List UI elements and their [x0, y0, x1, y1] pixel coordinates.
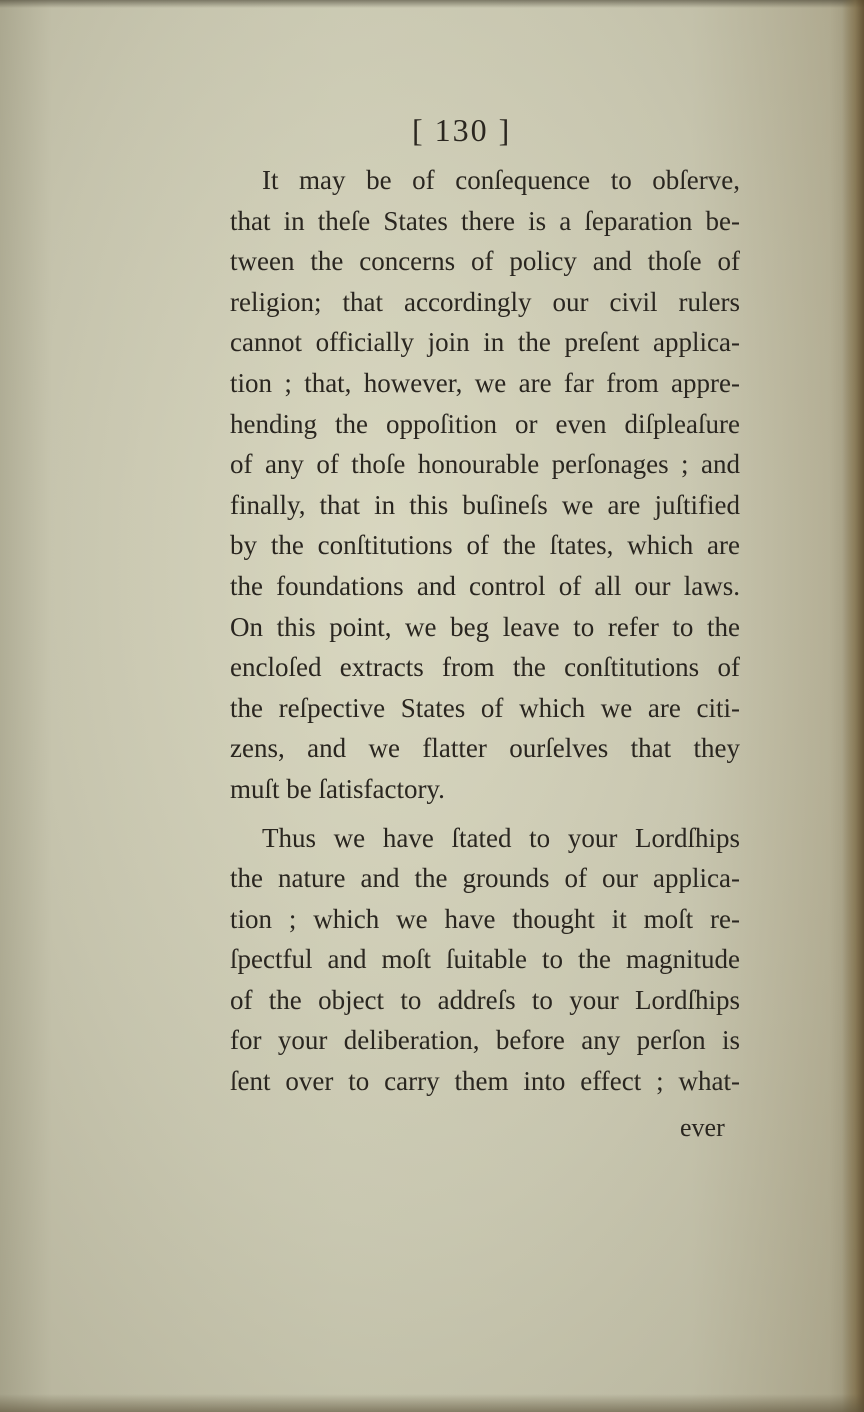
page-number: [ 130 ]	[412, 112, 512, 148]
text-line: the nature and the grounds of our applica-	[230, 863, 740, 894]
text-line: It may be of conſequence to obſerve,	[262, 165, 740, 195]
text-line: hending the oppoſition or even diſpleaſure	[230, 408, 740, 439]
paragraph-gap	[230, 810, 740, 818]
page-right-edge	[842, 0, 864, 1412]
text-line: religion; that accordingly our civil rulers	[230, 286, 740, 317]
text-line: the reſpective States of which we are citi-	[230, 692, 740, 723]
text-line: Thus we have ſtated to your Lordſhips	[262, 822, 740, 853]
catchword: ever	[680, 1113, 725, 1142]
body-text	[230, 160, 740, 1102]
text-line: zens, and we flatter ourſelves that they	[230, 733, 740, 764]
text-line: the foundations and control of all our laws.	[230, 570, 740, 601]
text-line: ſpectful and moſt ſuitable to the magnitude	[230, 944, 740, 975]
text-line: of any of thoſe honourable perſonages ; and	[230, 449, 740, 480]
page-bottom-edge	[0, 1394, 864, 1412]
text-line: by the conſtitutions of the ſtates, which are	[230, 530, 740, 561]
text-line: for your deliberation, before any perſon is	[230, 1025, 740, 1056]
text-line: tion ; which we have thought it moſt re-	[230, 903, 740, 934]
text-line: ſent over to carry them into effect ; what-	[230, 1066, 740, 1097]
paragraph-2	[230, 818, 740, 1102]
text-line: encloſed extracts from the conſtitutions of	[230, 652, 740, 683]
text-line: tween the concerns of policy and thoſe of	[230, 246, 740, 277]
text-line: finally, that in this buſineſs we are juſtified	[230, 489, 740, 520]
text-line: On this point, we beg leave to refer to the	[230, 611, 740, 642]
page-top-edge	[0, 0, 864, 8]
paragraph-1	[230, 160, 740, 810]
text-line: tion ; that, however, we are far from appre-	[230, 367, 740, 398]
text-line: that in theſe States there is a ſeparation be-	[230, 205, 740, 236]
text-line: of the object to addreſs to your Lordſhips	[230, 984, 740, 1015]
text-line: cannot officially join in the preſent applica-	[230, 327, 740, 358]
text-line: muſt be ſatisfactory.	[230, 773, 445, 804]
